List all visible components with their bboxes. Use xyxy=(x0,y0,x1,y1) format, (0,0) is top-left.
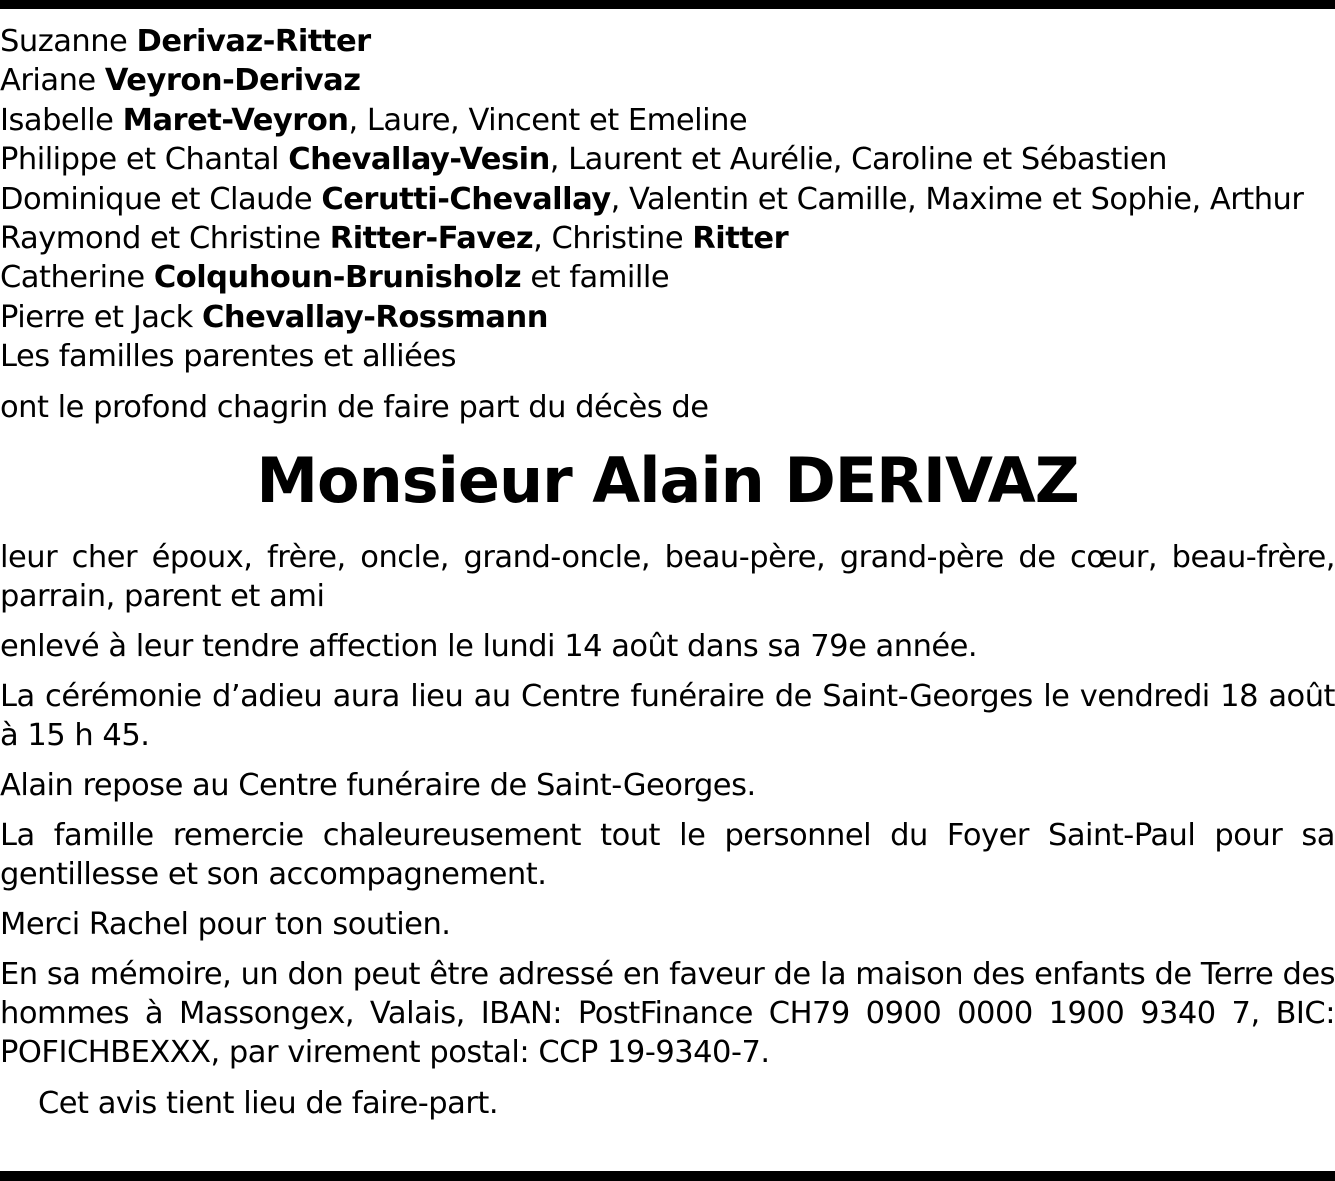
rachel-paragraph: Merci Rachel pour ton soutien. xyxy=(0,906,451,942)
family-surname: Ritter-Favez xyxy=(329,221,534,257)
family-text: Catherine xyxy=(0,260,154,296)
family-text: Pierre et Jack xyxy=(0,299,203,335)
family-surname: Chevallay-Vesin xyxy=(288,142,550,178)
family-line xyxy=(0,61,1335,100)
deceased-name: Monsieur Alain DERIVAZ xyxy=(256,443,1079,517)
family-surname: Cerutti-Chevallay xyxy=(321,181,611,217)
family-surname: Veyron-Derivaz xyxy=(104,63,361,99)
family-text: Les familles parentes et alliées xyxy=(0,339,456,375)
family-surname: Maret-Veyron xyxy=(122,102,349,138)
family-surname: Ritter xyxy=(692,221,789,257)
family-surname: Colquhoun-Brunisholz xyxy=(153,260,522,296)
bottom-rule xyxy=(0,1171,1335,1181)
family-surname: Derivaz-Ritter xyxy=(136,24,371,59)
family-text: Dominique et Claude xyxy=(0,181,322,217)
family-line xyxy=(0,22,1335,61)
family-surname: Chevallay-Rossmann xyxy=(202,299,548,335)
family-line xyxy=(0,219,1335,258)
closing-line: Cet avis tient lieu de faire-part. xyxy=(38,1085,499,1121)
thanks-paragraph: La famille remercie chaleureusement tout le personnel du Foyer Saint-Paul pour sa gentillesse et son accompagnement. xyxy=(0,817,1335,892)
top-rule xyxy=(0,0,1335,9)
family-text: Suzanne xyxy=(0,24,137,59)
family-text: Raymond et Christine xyxy=(0,221,330,257)
family-line xyxy=(0,180,1335,219)
donation-paragraph: En sa mémoire, un don peut être adressé en faveur de la maison des enfants de Terre des hommes à Massongex, Valais, IBAN: PostFinance CH79 0900 0000 1900 9340 7, BIC: POFICHBEXXX, par virement postal: CCP 19-9340-7. xyxy=(0,956,1335,1070)
family-text: , Christine xyxy=(533,221,693,257)
ceremony-paragraph: La cérémonie d’adieu aura lieu au Centre funéraire de Saint-Georges le vendredi 18 août à 15 h 45. xyxy=(0,678,1335,753)
repose-paragraph: Alain repose au Centre funéraire de Saint-Georges. xyxy=(0,767,756,803)
family-text: Isabelle xyxy=(0,102,123,138)
relation-paragraph: leur cher époux, frère, oncle, grand-oncle, beau-père, grand-père de cœur, beau-frère, parrain, parent et ami xyxy=(0,539,1335,614)
family-line xyxy=(0,140,1335,179)
family-text: Ariane xyxy=(0,63,105,99)
family-line xyxy=(0,258,1335,297)
family-text: , Laure, Vincent et Emeline xyxy=(348,102,748,138)
family-line xyxy=(0,101,1335,140)
death-paragraph: enlevé à leur tendre affection le lundi 14 août dans sa 79e année. xyxy=(0,628,978,664)
family-text: , Valentin et Camille, Maxime et Sophie, Arthur xyxy=(610,181,1304,217)
family-text: , Laurent et Aurélie, Caroline et Sébastien xyxy=(549,142,1167,178)
family-text: et famille xyxy=(521,260,670,296)
death-notice xyxy=(0,22,1335,1123)
intro-line: ont le profond chagrin de faire part du décès de xyxy=(0,389,709,425)
family-line xyxy=(0,298,1335,337)
family-line xyxy=(0,337,1335,376)
family-list xyxy=(0,22,1335,377)
family-text: Philippe et Chantal xyxy=(0,142,289,178)
